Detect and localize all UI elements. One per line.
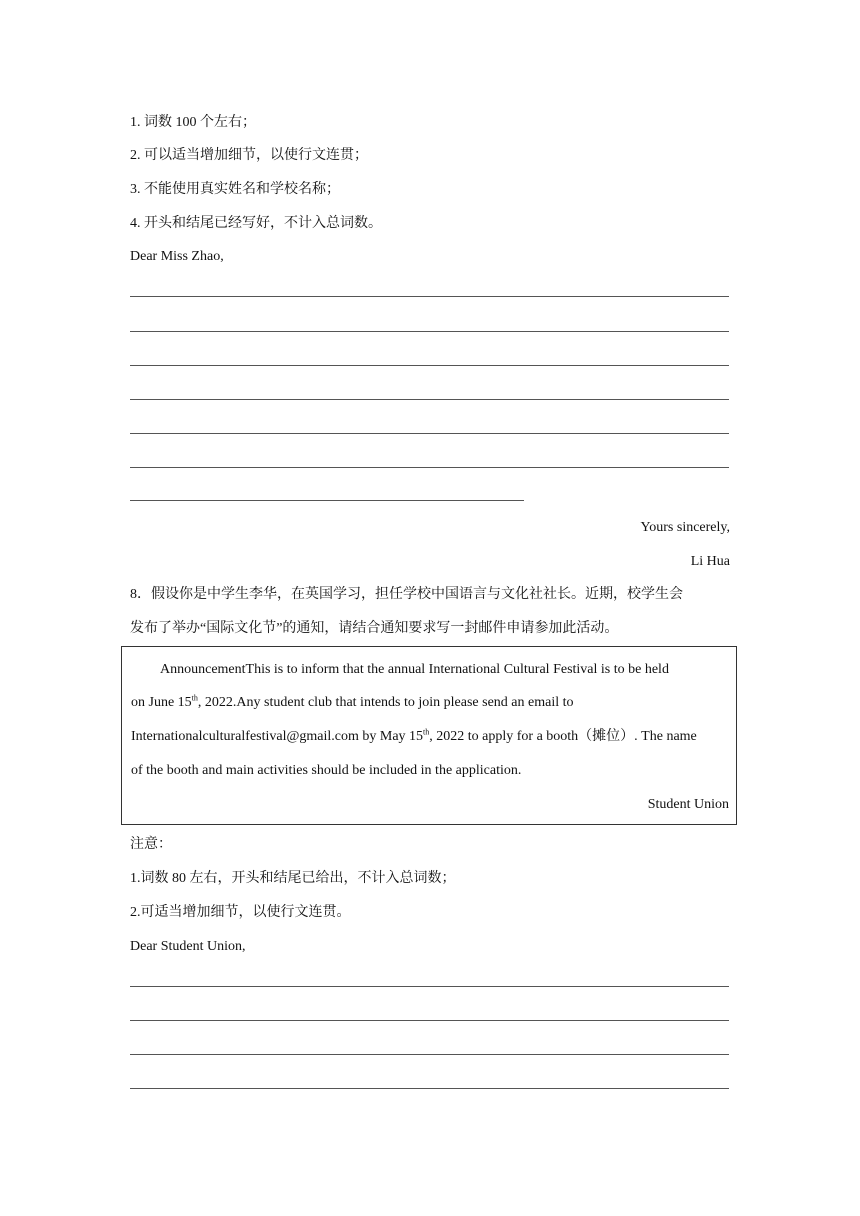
notes-heading: 注意： bbox=[130, 837, 172, 852]
requirement-2: 2. 可以适当增加细节，以使行文连贯； bbox=[130, 148, 368, 163]
answer-line bbox=[130, 365, 729, 366]
announcement-box bbox=[121, 646, 737, 825]
announcement-signer: Student Union bbox=[647, 797, 729, 812]
answer-line bbox=[130, 399, 729, 400]
announcement-line4: of the booth and main activities should be included in the application. bbox=[131, 763, 522, 778]
answer-line bbox=[130, 331, 729, 332]
letter2-greeting: Dear Student Union, bbox=[130, 939, 246, 954]
announcement-line2: on June 15th, 2022.Any student club that intends to join please send an email to bbox=[131, 693, 574, 710]
announcement-line3: Internationalculturalfestival@gmail.com by May 15th, 2022 to apply for a booth（摊位）. The name bbox=[131, 727, 697, 744]
question8-line2: 发布了举办“国际文化节”的通知，请结合通知要求写一封邮件申请参加此活动。 bbox=[130, 621, 619, 636]
answer-line bbox=[130, 467, 729, 468]
announcement-line1: AnnouncementThis is to inform that the annual International Cultural Festival is to be held bbox=[160, 662, 669, 677]
letter1-closing: Yours sincerely, bbox=[640, 520, 730, 535]
requirement-1: 1. 词数 100 个左右； bbox=[130, 115, 256, 130]
note-item-1: 1.词数 80 左右，开头和结尾已给出，不计入总词数； bbox=[130, 871, 456, 886]
answer-line bbox=[130, 296, 729, 297]
question8-line1: 8．假设你是中学生李华，在英国学习，担任学校中国语言与文化社社长。近期，校学生会 bbox=[130, 587, 683, 602]
requirement-4: 4. 开头和结尾已经写好，不计入总词数。 bbox=[130, 216, 382, 231]
answer-line bbox=[130, 1054, 729, 1055]
answer-line bbox=[130, 433, 729, 434]
letter1-signature: Li Hua bbox=[690, 554, 730, 569]
answer-line-short bbox=[130, 500, 524, 501]
note-item-2: 2.可适当增加细节，以使行文连贯。 bbox=[130, 905, 351, 920]
answer-line bbox=[130, 1020, 729, 1021]
letter1-greeting: Dear Miss Zhao, bbox=[130, 249, 224, 264]
answer-line bbox=[130, 1088, 729, 1089]
answer-line bbox=[130, 986, 729, 987]
requirement-3: 3. 不能使用真实姓名和学校名称； bbox=[130, 182, 340, 197]
